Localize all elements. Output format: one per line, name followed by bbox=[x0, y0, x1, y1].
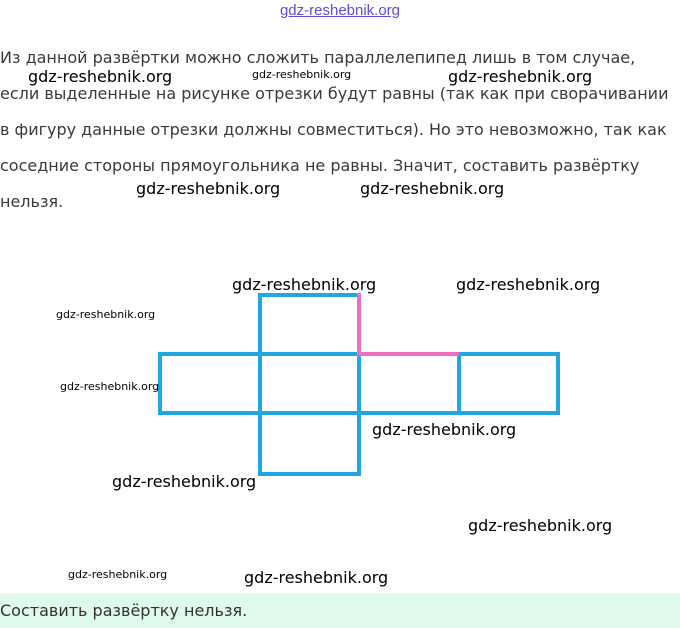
watermark: gdz-reshebnik.org bbox=[360, 179, 505, 198]
net-face-left bbox=[160, 354, 260, 413]
answer-box bbox=[0, 593, 680, 628]
watermark: gdz-reshebnik.org bbox=[468, 516, 613, 535]
solution-paragraph: Из данной развёртки можно сложить параллелепипед лишь в том случае, если выделенные на рисунке отрезки будут равны (так как при сворачивании в фигуру данные отрезки должны совместиться). Но это невозможно, так как соседние стороны прямоугольника не равны. Значит, составить развёртку нельзя. bbox=[0, 48, 669, 211]
watermark: gdz-reshebnik.org bbox=[136, 179, 281, 198]
net-face-far-right bbox=[459, 354, 558, 413]
net-face-bottom bbox=[260, 413, 359, 474]
watermark: gdz-reshebnik.org bbox=[232, 275, 377, 294]
watermark: gdz-reshebnik.org bbox=[60, 380, 160, 393]
site-link[interactable]: gdz-reshebnik.org bbox=[279, 2, 401, 19]
net-face-right bbox=[359, 354, 459, 413]
watermark: gdz-reshebnik.org bbox=[244, 568, 389, 587]
net-face-center bbox=[260, 354, 359, 413]
watermark: gdz-reshebnik.org bbox=[112, 472, 257, 491]
watermark: gdz-reshebnik.org bbox=[68, 568, 168, 581]
watermark: gdz-reshebnik.org bbox=[448, 67, 593, 86]
watermark: gdz-reshebnik.org bbox=[28, 67, 173, 86]
watermark: gdz-reshebnik.org bbox=[56, 308, 156, 321]
watermark: gdz-reshebnik.org bbox=[456, 275, 601, 294]
watermark: gdz-reshebnik.org bbox=[372, 420, 517, 439]
answer-text: Составить развёртку нельзя. bbox=[0, 601, 248, 620]
watermark: gdz-reshebnik.org bbox=[252, 68, 352, 81]
net-face-top bbox=[260, 295, 359, 354]
